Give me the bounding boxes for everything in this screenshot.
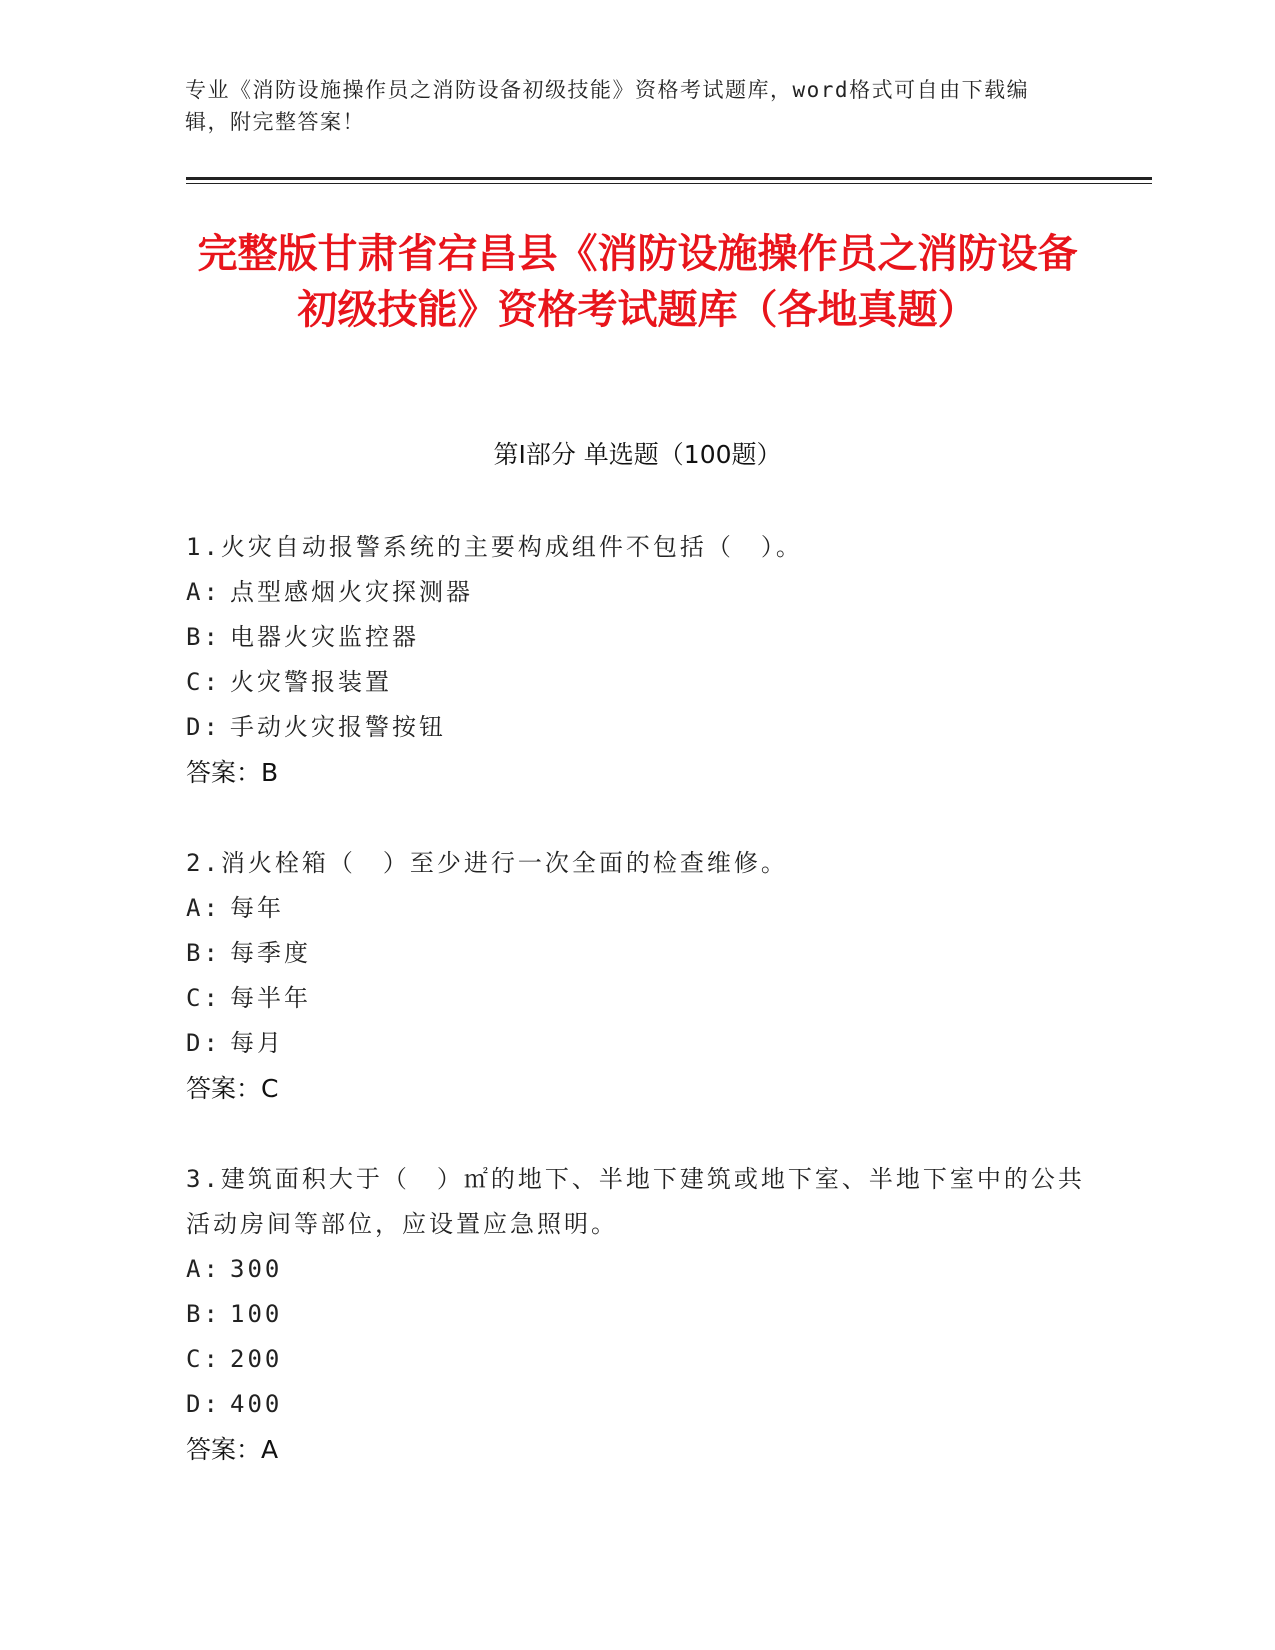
option-letter: A:	[186, 578, 221, 606]
question-item	[186, 525, 1086, 795]
header-divider-thin	[186, 183, 1152, 184]
option-d	[186, 1382, 1086, 1427]
option-text: 火灾警报装置	[230, 668, 392, 696]
option-a	[186, 570, 1086, 615]
option-text: 手动火灾报警按钮	[230, 713, 446, 741]
question-list	[186, 525, 1086, 1518]
section-title: 第I部分 单选题（100题）	[493, 440, 782, 469]
option-d	[186, 1021, 1086, 1066]
answer-line: 答案：B	[186, 758, 279, 787]
option-b	[186, 931, 1086, 976]
option-b	[186, 1292, 1086, 1337]
question-stem: 2.消火栓箱（ ）至少进行一次全面的检查维修。	[186, 849, 788, 877]
option-text: 每年	[230, 894, 284, 922]
option-letter: C:	[186, 984, 221, 1012]
option-letter: D:	[186, 1029, 221, 1057]
document-title: 完整版甘肃省宕昌县《消防设施操作员之消防设备初级技能》资格考试题库（各地真题）	[197, 231, 1078, 333]
option-letter: A:	[186, 1255, 221, 1283]
option-text: 100	[230, 1300, 283, 1328]
option-letter: B:	[186, 939, 221, 967]
option-c	[186, 976, 1086, 1021]
option-letter: D:	[186, 713, 221, 741]
option-text: 400	[230, 1390, 283, 1418]
option-letter: B:	[186, 1300, 221, 1328]
option-text: 每半年	[230, 984, 311, 1012]
option-letter: B:	[186, 623, 221, 651]
option-b	[186, 615, 1086, 660]
option-letter: C:	[186, 668, 221, 696]
answer-line: 答案：A	[186, 1435, 279, 1464]
option-text: 点型感烟火灾探测器	[230, 578, 473, 606]
option-c	[186, 1337, 1086, 1382]
option-c	[186, 660, 1086, 705]
question-stem: 1.火灾自动报警系统的主要构成组件不包括（ ）。	[186, 533, 803, 561]
question-stem: 3.建筑面积大于（ ）㎡的地下、半地下建筑或地下室、半地下室中的公共活动房间等部位，应设置应急照明。	[186, 1165, 1085, 1238]
header-divider-thick	[186, 177, 1152, 180]
option-text: 每月	[230, 1029, 284, 1057]
option-d	[186, 705, 1086, 750]
question-item	[186, 1157, 1086, 1472]
question-item	[186, 841, 1086, 1111]
option-letter: D:	[186, 1390, 221, 1418]
answer-line: 答案：C	[186, 1074, 279, 1103]
option-text: 200	[230, 1345, 283, 1373]
option-a	[186, 886, 1086, 931]
option-a	[186, 1247, 1086, 1292]
option-text: 300	[230, 1255, 283, 1283]
option-text: 电器火灾监控器	[230, 623, 419, 651]
option-text: 每季度	[230, 939, 311, 967]
option-letter: C:	[186, 1345, 221, 1373]
header-note: 专业《消防设施操作员之消防设备初级技能》资格考试题库，word格式可自由下载编辑，附完整答案！	[185, 78, 1030, 134]
option-letter: A:	[186, 894, 221, 922]
